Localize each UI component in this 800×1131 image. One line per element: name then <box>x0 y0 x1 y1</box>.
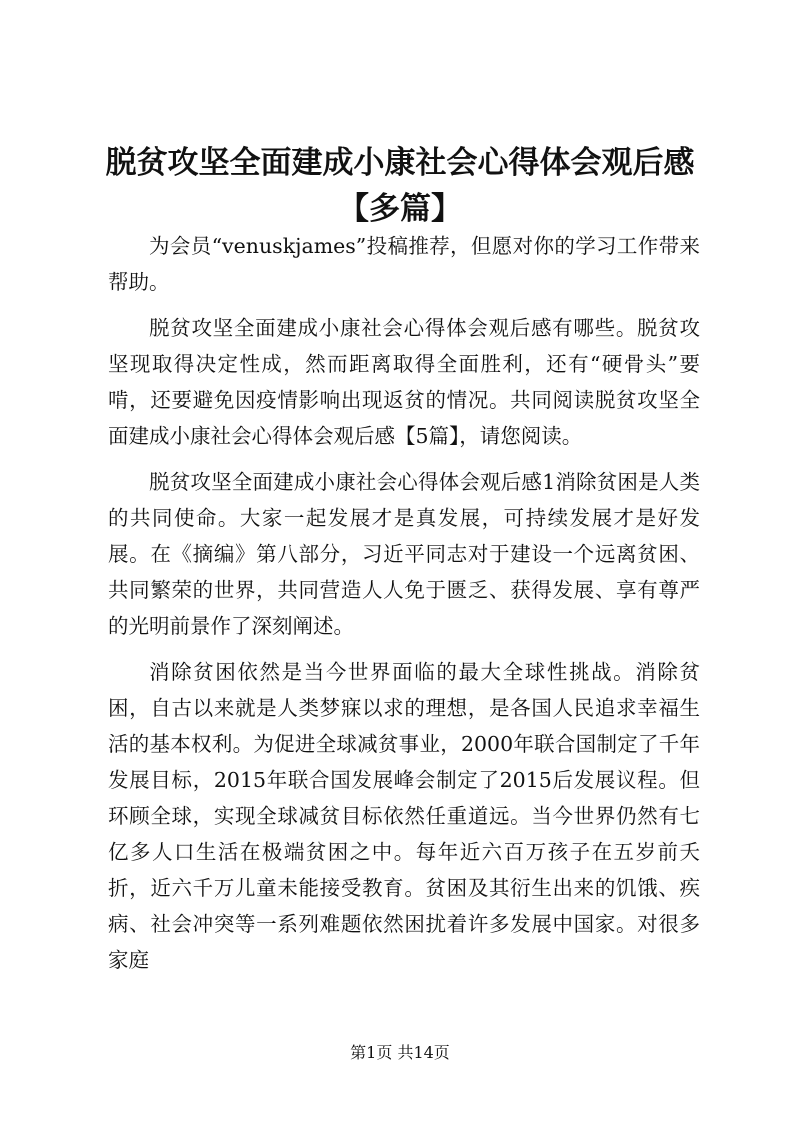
paragraph-essay-1: 脱贫攻坚全面建成小康社会心得体会观后感1消除贫困是人类的共同使命。大家一起发展才是真发展，可持续发展才是好发展。在《摘编》第八部分，习近平同志对于建设一个远离贫困、共同繁荣的世界，共同营造人人免于匮乏、获得发展、享有尊严的光明前景作了深刻阐述。 <box>108 470 700 638</box>
paragraph-intro: 为会员“venuskjames”投稿推荐，但愿对你的学习工作带来帮助。 <box>108 234 700 294</box>
document-title <box>100 140 700 232</box>
title-line-2: 【多篇】 <box>338 191 462 227</box>
paragraph-poverty: 消除贫困依然是当今世界面临的最大全球性挑战。消除贫困，自古以来就是人类梦寐以求的理想，是各国人民追求幸福生活的基本权利。为促进全球减贫事业，2000年联合国制定了千年发展目标，2015年联合国发展峰会制定了2015后发展议程。但环顾全球，实现全球减贫目标依然任重道远。当今世界仍然有七亿多人口生活在极端贫困之中。每年近六百万孩子在五岁前夭折，近六千万儿童未能接受教育。贫困及其衍生出来的饥饿、疾病、社会冲突等一系列难题依然困扰着许多发展中国家。对很多家庭 <box>108 660 700 972</box>
page-number: 第1页 共14页 <box>350 1043 450 1062</box>
title-line-1: 脱贫攻坚全面建成小康社会心得体会观后感 <box>105 145 695 181</box>
document-body <box>108 228 700 988</box>
paragraph-summary: 脱贫攻坚全面建成小康社会心得体会观后感有哪些。脱贫攻坚现取得决定性成，然而距离取得全面胜利，还有“硬骨头”要啃，还要避免因疫情影响出现返贫的情况。共同阅读脱贫攻坚全面建成小康社会心得体会观后感【5篇】，请您阅读。 <box>108 316 700 448</box>
